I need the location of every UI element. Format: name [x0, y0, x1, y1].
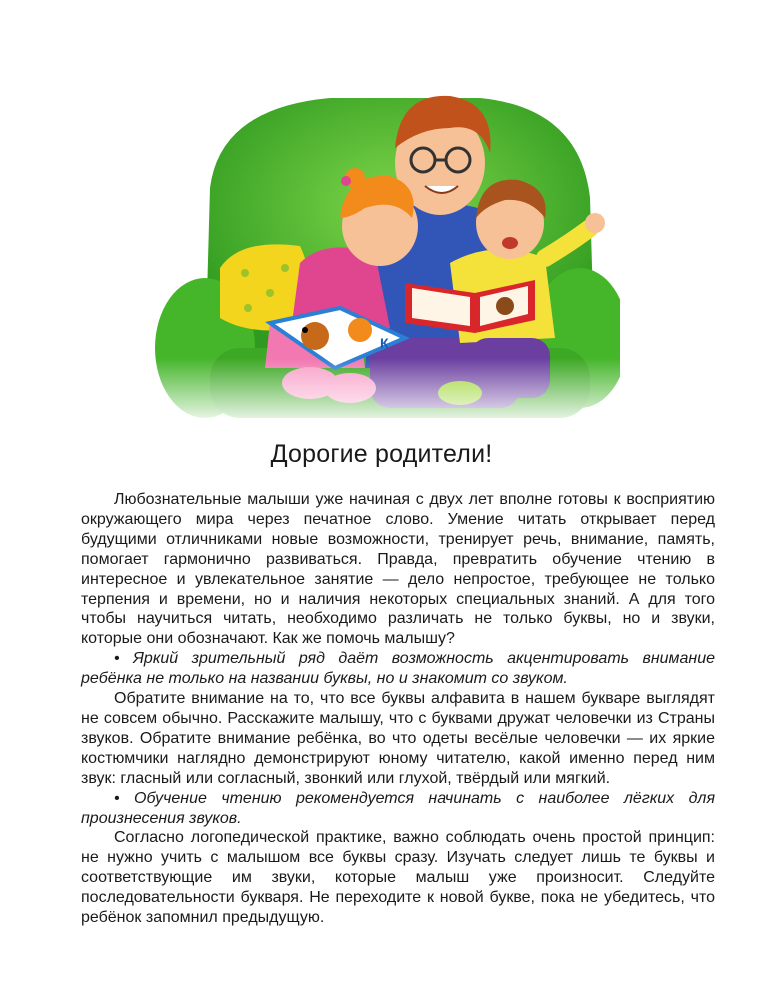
page-title: Дорогие родители! — [270, 440, 493, 468]
family-reading-illustration — [150, 68, 620, 428]
body-text — [81, 490, 715, 928]
bullet-paragraph: • Яркий зрительный ряд даёт возможность акцентировать внимание ребёнка не только на названии буквы, но и знакомит со звуком. — [81, 650, 715, 688]
paragraph: Согласно логопедической практике, важно соблюдать очень простой принцип: не нужно учить с малышом все буквы сразу. Изучать следует лишь те буквы и соответствующие им звуки, которые малыш уже произносит. Следуйте последовательности букваря. Не переходите к новой букве, пока не убедитесь, что ребёнок запомнил предыдущую. — [81, 829, 715, 927]
paragraph: Любознательные малыши уже начиная с двух лет вполне готовы к восприятию окружающего мира через печатное слово. Умение читать открывает перед будущими отличниками новые возможности, тренирует речь, внимание, память, помогает гармонично развиваться. Правда, превратить обучение чтению в интересное и увлекательное занятие — дело непростое, требующее не только терпения и времени, но и наличия некоторых специальных знаний. А для того чтобы научиться читать, необходимо различать не только буквы, но и звуки, которые они обозначают. Как же помочь малышу? — [81, 491, 715, 648]
paragraph: Обратите внимание на то, что все буквы алфавита в нашем букваре выглядят не совсем обычно. Расскажите малышу, что с буквами дружат человечки из Страны звуков. Обратите внимание ребёнка, во что одеты весёлые человечки — их яркие костюмчики наглядно демонстрируют юному читателю, какой именно перед ним звук: гласный или согласный, звонкий или глухой, твёрдый или мягкий. — [81, 690, 715, 787]
book-letter: К — [380, 335, 389, 351]
bullet-paragraph: • Обучение чтению рекомендуется начинать с наиболее лёгких для произнесения звуков. — [81, 789, 715, 827]
